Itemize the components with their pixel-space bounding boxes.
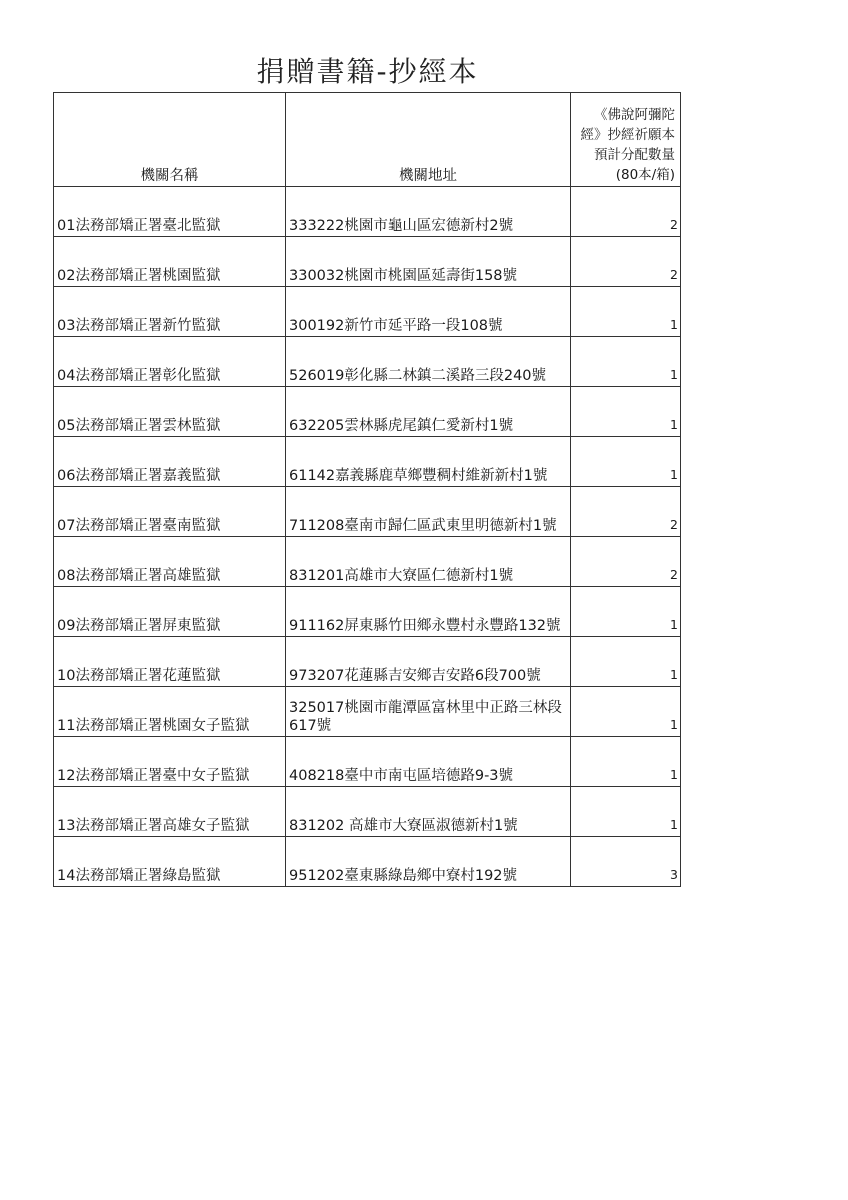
cell-address: 333222桃園市龜山區宏德新村2號 xyxy=(286,187,571,237)
cell-address: 973207花蓮縣吉安鄉吉安路6段700號 xyxy=(286,637,571,687)
cell-quantity: 1 xyxy=(571,737,681,787)
table-row xyxy=(54,337,681,387)
table-row xyxy=(54,487,681,537)
table-row xyxy=(54,437,681,487)
table-row xyxy=(54,637,681,687)
cell-name: 01法務部矯正署臺北監獄 xyxy=(54,187,286,237)
donation-table xyxy=(53,92,681,887)
cell-address: 711208臺南市歸仁區武東里明德新村1號 xyxy=(286,487,571,537)
cell-quantity: 2 xyxy=(571,187,681,237)
table-row xyxy=(54,387,681,437)
cell-address: 61142嘉義縣鹿草鄉豐稠村維新新村1號 xyxy=(286,437,571,487)
table-row xyxy=(54,237,681,287)
cell-quantity: 2 xyxy=(571,537,681,587)
table-row xyxy=(54,287,681,337)
table-row xyxy=(54,537,681,587)
cell-address: 951202臺東縣綠島鄉中寮村192號 xyxy=(286,837,571,887)
cell-name: 14法務部矯正署綠島監獄 xyxy=(54,837,286,887)
table-header-row xyxy=(54,93,681,187)
header-quantity: 《佛說阿彌陀經》抄經祈願本預計分配數量(80本/箱) xyxy=(571,93,681,187)
cell-name: 02法務部矯正署桃園監獄 xyxy=(54,237,286,287)
cell-quantity: 1 xyxy=(571,637,681,687)
header-address: 機關地址 xyxy=(286,93,571,187)
cell-quantity: 1 xyxy=(571,787,681,837)
cell-address: 300192新竹市延平路一段108號 xyxy=(286,287,571,337)
cell-quantity: 1 xyxy=(571,337,681,387)
cell-address: 330032桃園市桃園區延壽街158號 xyxy=(286,237,571,287)
cell-address: 526019彰化縣二林鎮二溪路三段240號 xyxy=(286,337,571,387)
cell-quantity: 1 xyxy=(571,287,681,337)
cell-name: 04法務部矯正署彰化監獄 xyxy=(54,337,286,387)
cell-name: 05法務部矯正署雲林監獄 xyxy=(54,387,286,437)
cell-address: 632205雲林縣虎尾鎮仁愛新村1號 xyxy=(286,387,571,437)
cell-quantity: 3 xyxy=(571,837,681,887)
cell-name: 03法務部矯正署新竹監獄 xyxy=(54,287,286,337)
cell-name: 13法務部矯正署高雄女子監獄 xyxy=(54,787,286,837)
cell-address: 325017桃園市龍潭區富林里中正路三林段617號 xyxy=(286,687,571,737)
cell-address: 911162屏東縣竹田鄉永豐村永豐路132號 xyxy=(286,587,571,637)
cell-name: 10法務部矯正署花蓮監獄 xyxy=(54,637,286,687)
table-row xyxy=(54,187,681,237)
cell-quantity: 1 xyxy=(571,387,681,437)
page-title: 捐贈書籍-抄經本 xyxy=(256,55,479,88)
table-row xyxy=(54,587,681,637)
cell-name: 11法務部矯正署桃園女子監獄 xyxy=(54,687,286,737)
cell-quantity: 2 xyxy=(571,487,681,537)
cell-name: 07法務部矯正署臺南監獄 xyxy=(54,487,286,537)
table-row xyxy=(54,737,681,787)
cell-name: 08法務部矯正署高雄監獄 xyxy=(54,537,286,587)
table-row xyxy=(54,837,681,887)
cell-name: 09法務部矯正署屏東監獄 xyxy=(54,587,286,637)
cell-name: 12法務部矯正署臺中女子監獄 xyxy=(54,737,286,787)
cell-name: 06法務部矯正署嘉義監獄 xyxy=(54,437,286,487)
cell-quantity: 1 xyxy=(571,687,681,737)
cell-quantity: 1 xyxy=(571,437,681,487)
table-row xyxy=(54,687,681,737)
cell-quantity: 1 xyxy=(571,587,681,637)
header-name: 機關名稱 xyxy=(54,93,286,187)
cell-address: 831201高雄市大寮區仁德新村1號 xyxy=(286,537,571,587)
table-row xyxy=(54,787,681,837)
cell-quantity: 2 xyxy=(571,237,681,287)
cell-address: 831202 高雄市大寮區淑德新村1號 xyxy=(286,787,571,837)
cell-address: 408218臺中市南屯區培德路9-3號 xyxy=(286,737,571,787)
